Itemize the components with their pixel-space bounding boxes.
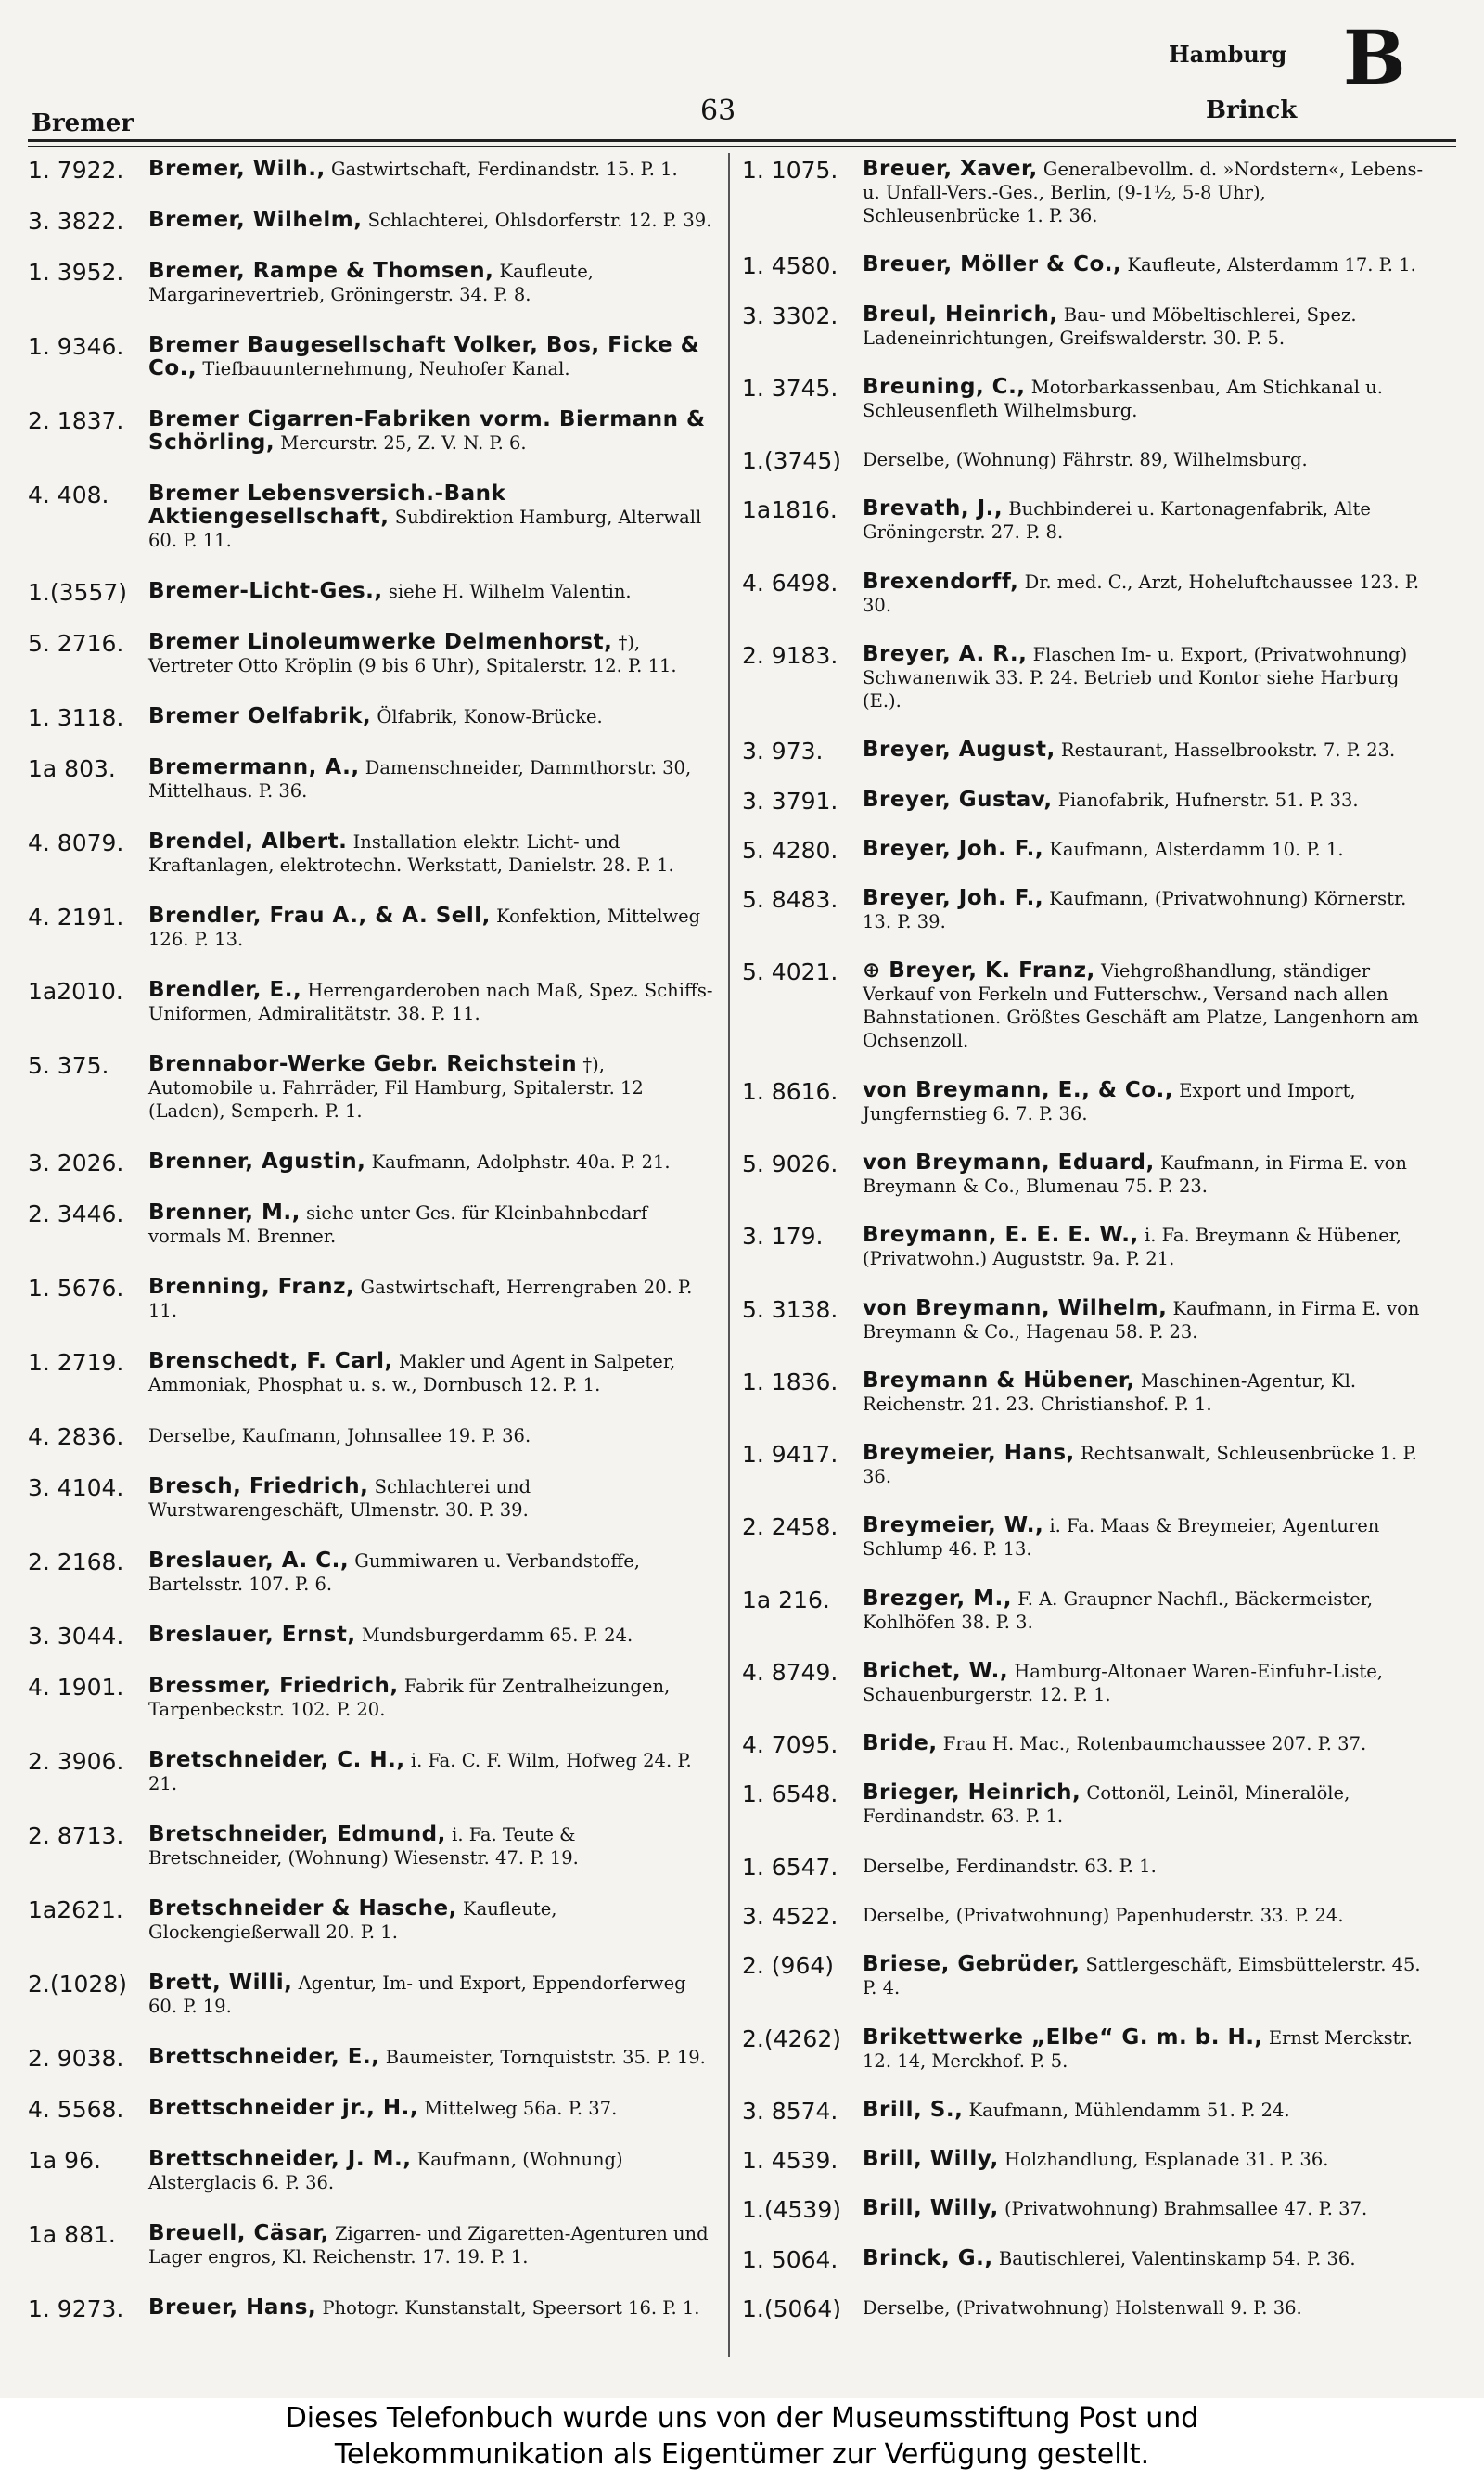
entry-name: Brill, Willy, [863, 2197, 999, 2221]
entry-details: Schlachterei, Ohlsdorferstr. 12. P. 39. [367, 210, 712, 231]
entry-details: Kaufmann, (Privatwohnung) Körnerstr. 13. P. 39. [863, 888, 1407, 933]
entry-details: Rechtsanwalt, Schleusenbrücke 1. P. 36. [863, 1443, 1417, 1488]
directory-entry [742, 838, 1428, 861]
entry-name: Brill, Willy, [863, 2148, 999, 2172]
running-head-city: Hamburg [1169, 41, 1287, 68]
entry-name: Bride, [863, 1732, 938, 1756]
entry-name: Brenner, Agustin, [148, 1150, 366, 1174]
entry-name: Breyer, Gustav, [863, 788, 1053, 812]
entry-details: Maschinen-Agentur, Kl. Reichenstr. 21. 23. Christianshof. P. 1. [863, 1369, 1357, 1415]
section-letter: B [1343, 14, 1406, 101]
entry-name: Brikettwerke „Elbe“ G. m. b. H., [863, 2025, 1263, 2050]
entry-details: Kaufmann, Adolphstr. 40a. P. 21. [371, 1151, 671, 1173]
directory-entry [28, 905, 714, 951]
footer-notice [0, 2400, 1484, 2480]
directory-entry [742, 1732, 1428, 1755]
directory-entry [742, 959, 1428, 1052]
header-rule-top [28, 139, 1456, 142]
entry-name: Bremer Oelfabrik, [148, 705, 372, 728]
directory-entry [28, 2222, 714, 2268]
directory-entry [28, 1276, 714, 1322]
phone-number: 2. (964) [742, 1953, 835, 1980]
entry-name: Breyer, Joh. F., [863, 837, 1044, 861]
phone-number: 5. 4280. [742, 837, 838, 861]
phone-number: 3. 973. [742, 739, 824, 763]
directory-entry [28, 979, 714, 1025]
directory-entry [742, 1369, 1428, 1416]
entry-name: Breymann, E. E. E. W., [863, 1224, 1139, 1248]
phone-number: 2. 2458. [742, 1514, 838, 1541]
phone-number: 2. 3906. [28, 1749, 124, 1775]
entry-details: Baumeister, Tornquiststr. 35. P. 19. [385, 2047, 706, 2068]
directory-entry [28, 1475, 714, 1522]
entry-details: (Privatwohnung) Brahmsallee 47. P. 37. [1004, 2198, 1368, 2220]
entry-details: Kaufmann, (Wohnung) Alsterglacis 6. P. 36. [148, 2149, 623, 2193]
directory-entry [28, 1823, 714, 1870]
phone-number: 1. 3118. [28, 705, 124, 728]
directory-entry [742, 643, 1428, 713]
phone-number: 4. 2836. [28, 1424, 124, 1447]
entry-name: Brieger, Heinrich, [863, 1781, 1081, 1805]
directory-entry [28, 2148, 714, 2194]
entry-details: F. A. Graupner Nachfl., Bäckermeister, Kohlhöfen 38. P. 3. [863, 1587, 1374, 1633]
directory-entry [28, 1749, 714, 1795]
entry-name: Breymeier, Hans, [863, 1442, 1075, 1466]
directory-entry [742, 158, 1428, 227]
directory-entry [742, 376, 1428, 422]
entry-name: Brendler, Frau A., & A. Sell, [148, 905, 491, 928]
phone-number: 1. 2719. [28, 1350, 124, 1376]
entry-name: Bremer Lebensversich.-Bank Aktiengesellschaft, [148, 482, 506, 529]
entry-details: Frau H. Mac., Rotenbaumchaussee 207. P. 37. [942, 1733, 1367, 1755]
directory-entry [742, 2197, 1428, 2220]
directory-entry [742, 1151, 1428, 1198]
phone-number: 1. 9346. [28, 334, 124, 360]
directory-entry [742, 2247, 1428, 2270]
entry-details: Derselbe, (Wohnung) Fährstr. 89, Wilhelmsburg. [863, 449, 1308, 471]
directory-entry [28, 1053, 714, 1123]
phone-number: 1. 3745. [742, 375, 838, 402]
entry-details: Bau- und Möbeltischlerei, Spez. Ladeneinrichtungen, Greifswalderstr. 30. P. 5. [863, 303, 1357, 349]
entry-details: Agentur, Im- und Export, Eppendorferweg 60. P. 19. [148, 1972, 686, 2017]
entry-details: †), Vertreter Otto Kröplin (9 bis 6 Uhr), Spitalerstr. 12. P. 11. [148, 632, 677, 676]
phone-number: 5. 9026. [742, 1150, 838, 1177]
entry-details: Derselbe, (Privatwohnung) Papenhuderstr. 33. P. 24. [863, 1905, 1344, 1927]
entry-details: Fabrik für Zentralheizungen, Tarpenbeckstr. 102. P. 20. [148, 1676, 671, 1720]
entry-name: Breyer, Joh. F., [863, 887, 1044, 911]
phone-number: 1. 3952. [28, 260, 124, 286]
phone-number: 1. 6548. [742, 1781, 838, 1808]
entry-details: Zigarren- und Zigaretten-Agenturen und Lager engros, Kl. Reichenstr. 17. 19. P. 1. [148, 2223, 709, 2268]
header-rule-bottom [28, 146, 1456, 147]
directory-entry [28, 2097, 714, 2120]
entry-details: Mundsburgerdamm 65. P. 24. [361, 1625, 633, 1646]
entry-name: Bretschneider & Hasche, [148, 1897, 457, 1921]
entry-name: Brettschneider jr., H., [148, 2097, 419, 2120]
entry-details: Viehgroßhandlung, ständiger Verkauf von Ferkeln und Futterschw., Versand nach allen Bahnstationen. Größtes Geschäft am Platze, Langenhorn am Ochsenzoll. [863, 960, 1419, 1052]
right-column [742, 158, 1428, 2319]
phone-number: 1a 216. [742, 1587, 830, 1613]
entry-name: Bresch, Friedrich, [148, 1475, 369, 1498]
entry-name: Brichet, W., [863, 1659, 1009, 1683]
running-head-left: Bremer [32, 109, 134, 137]
phone-number: 1a 803. [28, 756, 116, 782]
footer-line-2: Telekommunikation als Eigentümer zur Verfügung gestellt. [334, 2438, 1150, 2471]
phone-number: 1.(3557) [28, 580, 127, 603]
phone-number: 4. 6498. [742, 570, 838, 597]
phone-number: 1.(5064) [742, 2296, 841, 2319]
entry-details: Export und Import, Jungfernstieg 6. 7. P. 36. [863, 1079, 1356, 1124]
entry-details: Kaufmann, in Firma E. von Breymann & Co., Hagenau 58. P. 23. [863, 1297, 1420, 1343]
entry-details: Mittelweg 56a. P. 37. [424, 2098, 618, 2119]
directory-entry [742, 1660, 1428, 1706]
entry-name: ⊕ Breyer, K. Franz, [863, 959, 1095, 983]
directory-entry [28, 1624, 714, 1647]
entry-details: Dr. med. C., Arzt, Hoheluftchaussee 123. P. 30. [863, 571, 1420, 616]
directory-entry [742, 2296, 1428, 2319]
entry-details: Gastwirtschaft, Herrengraben 20. P. 11. [148, 1277, 693, 1321]
directory-entry [742, 448, 1428, 471]
directory-entry [742, 497, 1428, 544]
entry-details: Kaufmann, Alsterdamm 10. P. 1. [1049, 838, 1344, 860]
directory-entry [742, 571, 1428, 617]
directory-entry [28, 2046, 714, 2069]
directory-entry [28, 2296, 714, 2319]
directory-entry [28, 756, 714, 803]
entry-details: Derselbe, (Privatwohnung) Holstenwall 9. P. 36. [863, 2297, 1302, 2319]
entry-details: Ölfabrik, Konow-Brücke. [377, 706, 603, 727]
entry-name: Brenner, M., [148, 1201, 301, 1225]
phone-number: 3. 3822. [28, 209, 124, 232]
phone-number: 1.(3745) [742, 448, 841, 472]
entry-name: Brexendorff, [863, 570, 1019, 594]
entry-name: Breymann & Hübener, [863, 1368, 1135, 1393]
entry-name: Brinck, G., [863, 2246, 993, 2270]
directory-entry [28, 482, 714, 552]
phone-number: 3. 3791. [742, 788, 838, 812]
entry-details: Kaufmann, Mühlendamm 51. P. 24. [968, 2099, 1290, 2121]
entry-name: Brenschedt, F. Carl, [148, 1350, 393, 1373]
entry-details: Konfektion, Mittelweg 126. P. 13. [148, 906, 701, 950]
entry-details: siehe unter Ges. für Kleinbahnbedarf vormals M. Brenner. [148, 1202, 648, 1247]
phone-number: 1. 9417. [742, 1442, 838, 1469]
phone-number: 1. 8616. [742, 1078, 838, 1105]
directory-entry [28, 158, 714, 181]
phone-number: 1. 4539. [742, 2148, 838, 2172]
directory-entry [28, 1897, 714, 1944]
phone-number: 1. 7922. [28, 158, 124, 181]
entry-name: Bremer, Wilhelm, [148, 209, 363, 232]
left-column [28, 158, 714, 2319]
directory-entry [742, 253, 1428, 276]
entry-name: Breslauer, Ernst, [148, 1624, 356, 1647]
phone-number: 4. 1901. [28, 1675, 124, 1701]
entry-details: Tiefbauunternehmung, Neuhofer Kanal. [202, 358, 570, 379]
entry-name: Bremer Cigarren-Fabriken vorm. Biermann & Schörling, [148, 408, 706, 455]
phone-number: 1a2010. [28, 979, 123, 1005]
phone-number: 5. 8483. [742, 887, 838, 914]
entry-name: Breuer, Hans, [148, 2296, 317, 2319]
entry-details: i. Fa. C. F. Wilm, Hofweg 24. P. 21. [148, 1750, 692, 1794]
entry-details: Installation elektr. Licht- und Kraftanlagen, elektrotechn. Werkstatt, Danielstr. 28. P. 1. [148, 831, 674, 876]
entry-details: Hamburg-Altonaer Waren-Einfuhr-Liste, Schauenburgerstr. 12. P. 1. [863, 1660, 1384, 1705]
entry-name: Breuell, Cäsar, [148, 2222, 329, 2245]
phone-number: 2. 1837. [28, 408, 124, 434]
entry-details: Kaufleute, Glockengießerwall 20. P. 1. [148, 1898, 557, 1943]
phone-number: 4. 7095. [742, 1732, 838, 1756]
directory-entry [742, 1855, 1428, 1878]
directory-entry [742, 789, 1428, 812]
directory-entry [28, 334, 714, 380]
entry-name: Breyer, August, [863, 739, 1055, 763]
phone-number: 3. 179. [742, 1224, 824, 1251]
entry-name: Breymeier, W., [863, 1514, 1044, 1538]
entry-name: Brill, S., [863, 2098, 964, 2122]
entry-name: von Breymann, Wilhelm, [863, 1296, 1168, 1320]
directory-entry [742, 2026, 1428, 2073]
entry-name: Breuer, Möller & Co., [863, 253, 1122, 277]
phone-number: 1. 5676. [28, 1276, 124, 1302]
entry-name: Bremer, Wilh., [148, 158, 326, 181]
phone-number: 1a 96. [28, 2148, 101, 2174]
directory-entry [742, 1781, 1428, 1828]
phone-number: 4. 408. [28, 482, 109, 508]
directory-entry [742, 1442, 1428, 1488]
phone-number: 1a2621. [28, 1897, 123, 1923]
directory-entry [742, 1953, 1428, 1999]
directory-entry [28, 1972, 714, 2018]
directory-entry [28, 631, 714, 677]
directory-entry [28, 1150, 714, 1174]
directory-entry [742, 2099, 1428, 2122]
entry-details: Cottonöl, Leinöl, Mineralöle, Ferdinandstr. 63. P. 1. [863, 1782, 1350, 1828]
entry-details: Kaufleute, Alsterdamm 17. P. 1. [1127, 254, 1416, 276]
phone-number: 1a1816. [742, 497, 838, 524]
directory-entry [28, 1675, 714, 1721]
phone-number: 1. 4580. [742, 253, 838, 277]
phone-number: 1. 6547. [742, 1854, 838, 1878]
entry-name: Brevath, J., [863, 497, 1004, 521]
directory-entry [28, 1549, 714, 1596]
entry-name: Brennabor-Werke Gebr. Reichstein [148, 1053, 578, 1076]
entry-name: Brettschneider, E., [148, 2046, 380, 2069]
phone-number: 3. 3302. [742, 302, 838, 329]
phone-number: 2. 8713. [28, 1823, 124, 1849]
phone-number: 2.(4262) [742, 2025, 841, 2052]
running-head-right: Brinck [1206, 96, 1298, 124]
directory-entry [28, 1201, 714, 1248]
entry-details: †), Automobile u. Fahrräder, Fil Hamburg, Spitalerstr. 12 (Laden), Semperh. P. 1. [148, 1054, 644, 1122]
entry-name: Bretschneider, C. H., [148, 1749, 405, 1772]
entry-details: Generalbevollm. d. »Nordstern«, Lebens- u. Unfall-Vers.-Ges., Berlin, (9-1½, 5-8 Uhr), Schleusenbrücke 1. P. 36. [863, 159, 1424, 226]
phone-number: 1.(4539) [742, 2197, 841, 2221]
directory-entry [28, 209, 714, 232]
entry-details: siehe H. Wilhelm Valentin. [388, 581, 632, 602]
phone-number: 5. 3138. [742, 1296, 838, 1323]
entry-details: i. Fa. Breymann & Hübener, (Privatwohn.) Auguststr. 9a. P. 21. [863, 1225, 1402, 1270]
entry-name: Breul, Heinrich, [863, 302, 1058, 327]
directory-entry [742, 739, 1428, 762]
entry-details: Pianofabrik, Hufnerstr. 51. P. 33. [1057, 789, 1359, 811]
directory-entry [28, 1350, 714, 1396]
entry-name: Breyer, A. R., [863, 642, 1028, 666]
entry-name: Bremer-Licht-Ges., [148, 580, 383, 603]
entry-details: Flaschen Im- u. Export, (Privatwohnung) Schwanenwik 33. P. 24. Betrieb und Kontor siehe Harburg (E.). [863, 643, 1408, 712]
entry-name: Briese, Gebrüder, [863, 1953, 1081, 1977]
directory-entry [742, 1079, 1428, 1125]
entry-details: Holzhandlung, Esplanade 31. P. 36. [1004, 2149, 1329, 2171]
entry-name: von Breymann, Eduard, [863, 1150, 1155, 1175]
directory-entry [742, 2148, 1428, 2171]
directory-entry [28, 705, 714, 728]
entry-details: Bautischlerei, Valentinskamp 54. P. 36. [998, 2247, 1356, 2269]
phone-number: 2.(1028) [28, 1972, 127, 1998]
phone-number: 2. 3446. [28, 1201, 124, 1227]
entry-name: Bremer Baugesellschaft Volker, Bos, Ficke & Co., [148, 334, 700, 380]
entry-details: Herrengarderoben nach Maß, Spez. Schiffs-Uniformen, Admiralitätstr. 38. P. 11. [148, 980, 713, 1024]
directory-entry [742, 303, 1428, 350]
page-number: 63 [700, 95, 736, 127]
column-divider [728, 153, 730, 2357]
entry-details: Gastwirtschaft, Ferdinandstr. 15. P. 1. [330, 159, 678, 180]
phone-number: 4. 5568. [28, 2097, 124, 2120]
directory-entry [742, 1514, 1428, 1561]
entry-details: Photogr. Kunstanstalt, Speersort 16. P. 1. [322, 2297, 700, 2319]
entry-details: Derselbe, Ferdinandstr. 63. P. 1. [863, 1855, 1157, 1877]
entry-details: Restaurant, Hasselbrookstr. 7. P. 23. [1060, 739, 1396, 762]
directory-entry [742, 1587, 1428, 1634]
phone-number: 2. 9038. [28, 2046, 124, 2069]
directory-entry [742, 1297, 1428, 1343]
entry-name: Breuer, Xaver, [863, 158, 1038, 181]
entry-name: von Breymann, E., & Co., [863, 1078, 1174, 1102]
directory-entry [742, 1224, 1428, 1270]
phone-number: 1. 1075. [742, 158, 838, 184]
phone-number: 4. 8749. [742, 1659, 838, 1686]
entry-name: Breuning, C., [863, 375, 1026, 399]
phone-number: 2. 9183. [742, 642, 838, 669]
phone-number: 5. 4021. [742, 959, 838, 986]
entry-name: Brezger, M., [863, 1587, 1012, 1611]
phone-number: 3. 4104. [28, 1475, 124, 1501]
entry-name: Brendler, E., [148, 979, 302, 1002]
entry-details: Ernst Merckstr. 12. 14, Merckhof. P. 5. [863, 2026, 1413, 2072]
entry-details: Mercurstr. 25, Z. V. N. P. 6. [280, 432, 527, 454]
entry-name: Bressmer, Friedrich, [148, 1675, 399, 1698]
directory-entry [28, 408, 714, 455]
directory-entry [28, 580, 714, 603]
entry-name: Bretschneider, Edmund, [148, 1823, 446, 1846]
entry-details: Motorbarkassenbau, Am Stichkanal u. Schleusenfleth Wilhelmsburg. [863, 376, 1383, 421]
phone-number: 1. 9273. [28, 2296, 124, 2319]
phone-number: 3. 4522. [742, 1904, 838, 1928]
entry-details: Subdirektion Hamburg, Alterwall 60. P. 11. [148, 507, 702, 551]
phone-number: 5. 375. [28, 1053, 109, 1079]
phone-number: 3. 3044. [28, 1624, 124, 1647]
entry-details: Sattlergeschäft, Eimsbüttelerstr. 45. P. 4. [863, 1954, 1421, 1999]
phone-number: 3. 2026. [28, 1150, 124, 1174]
entry-details: Gummiwaren u. Verbandstoffe, Bartelsstr. 107. P. 6. [148, 1550, 641, 1595]
entry-name: Breslauer, A. C., [148, 1549, 350, 1573]
phone-number: 1. 5064. [742, 2246, 838, 2270]
entry-details: Damenschneider, Dammthorstr. 30, Mittelhaus. P. 36. [148, 757, 692, 802]
entry-name: Brendel, Albert. [148, 830, 348, 854]
entry-details: Kaufmann, in Firma E. von Breymann & Co., Blumenau 75. P. 23. [863, 1151, 1407, 1197]
entry-details: Buchbinderei u. Kartonagenfabrik, Alte Gröningerstr. 27. P. 8. [863, 498, 1371, 544]
entry-name: Bremer Linoleumwerke Delmenhorst, [148, 631, 613, 654]
entry-name: Bremer, Rampe & Thomsen, [148, 260, 494, 283]
phone-number: 1. 1836. [742, 1368, 838, 1395]
directory-entry [28, 260, 714, 306]
phone-number: 5. 2716. [28, 631, 124, 657]
phone-number: 2. 2168. [28, 1549, 124, 1575]
directory-entry [28, 1424, 714, 1447]
phone-number: 1a 881. [28, 2222, 116, 2248]
directory-entry [742, 887, 1428, 933]
phone-number: 4. 2191. [28, 905, 124, 931]
entry-details: Kaufleute, Margarinevertrieb, Gröningerstr. 34. P. 8. [148, 261, 594, 305]
entry-details: i. Fa. Maas & Breymeier, Agenturen Schlump 46. P. 13. [863, 1515, 1380, 1561]
entry-name: Brettschneider, J. M., [148, 2148, 412, 2171]
entry-name: Brett, Willi, [148, 1972, 293, 1995]
phone-number: 3. 8574. [742, 2098, 838, 2122]
footer-line-1: Dieses Telefonbuch wurde uns von der Museumsstiftung Post und [285, 2402, 1199, 2435]
phone-number: 4. 8079. [28, 830, 124, 856]
entry-name: Bremermann, A., [148, 756, 360, 779]
entry-details: Derselbe, Kaufmann, Johnsallee 19. P. 36. [148, 1425, 531, 1446]
entry-details: Schlachterei und Wurstwarengeschäft, Ulmenstr. 30. P. 39. [148, 1476, 531, 1521]
entry-name: Brenning, Franz, [148, 1276, 355, 1299]
directory-entry [28, 830, 714, 877]
entry-details: Makler und Agent in Salpeter, Ammoniak, Phosphat u. s. w., Dornbusch 12. P. 1. [148, 1351, 676, 1395]
directory-entry [742, 1904, 1428, 1927]
entry-details: i. Fa. Teute & Bretschneider, (Wohnung) Wiesenstr. 47. P. 19. [148, 1824, 579, 1869]
